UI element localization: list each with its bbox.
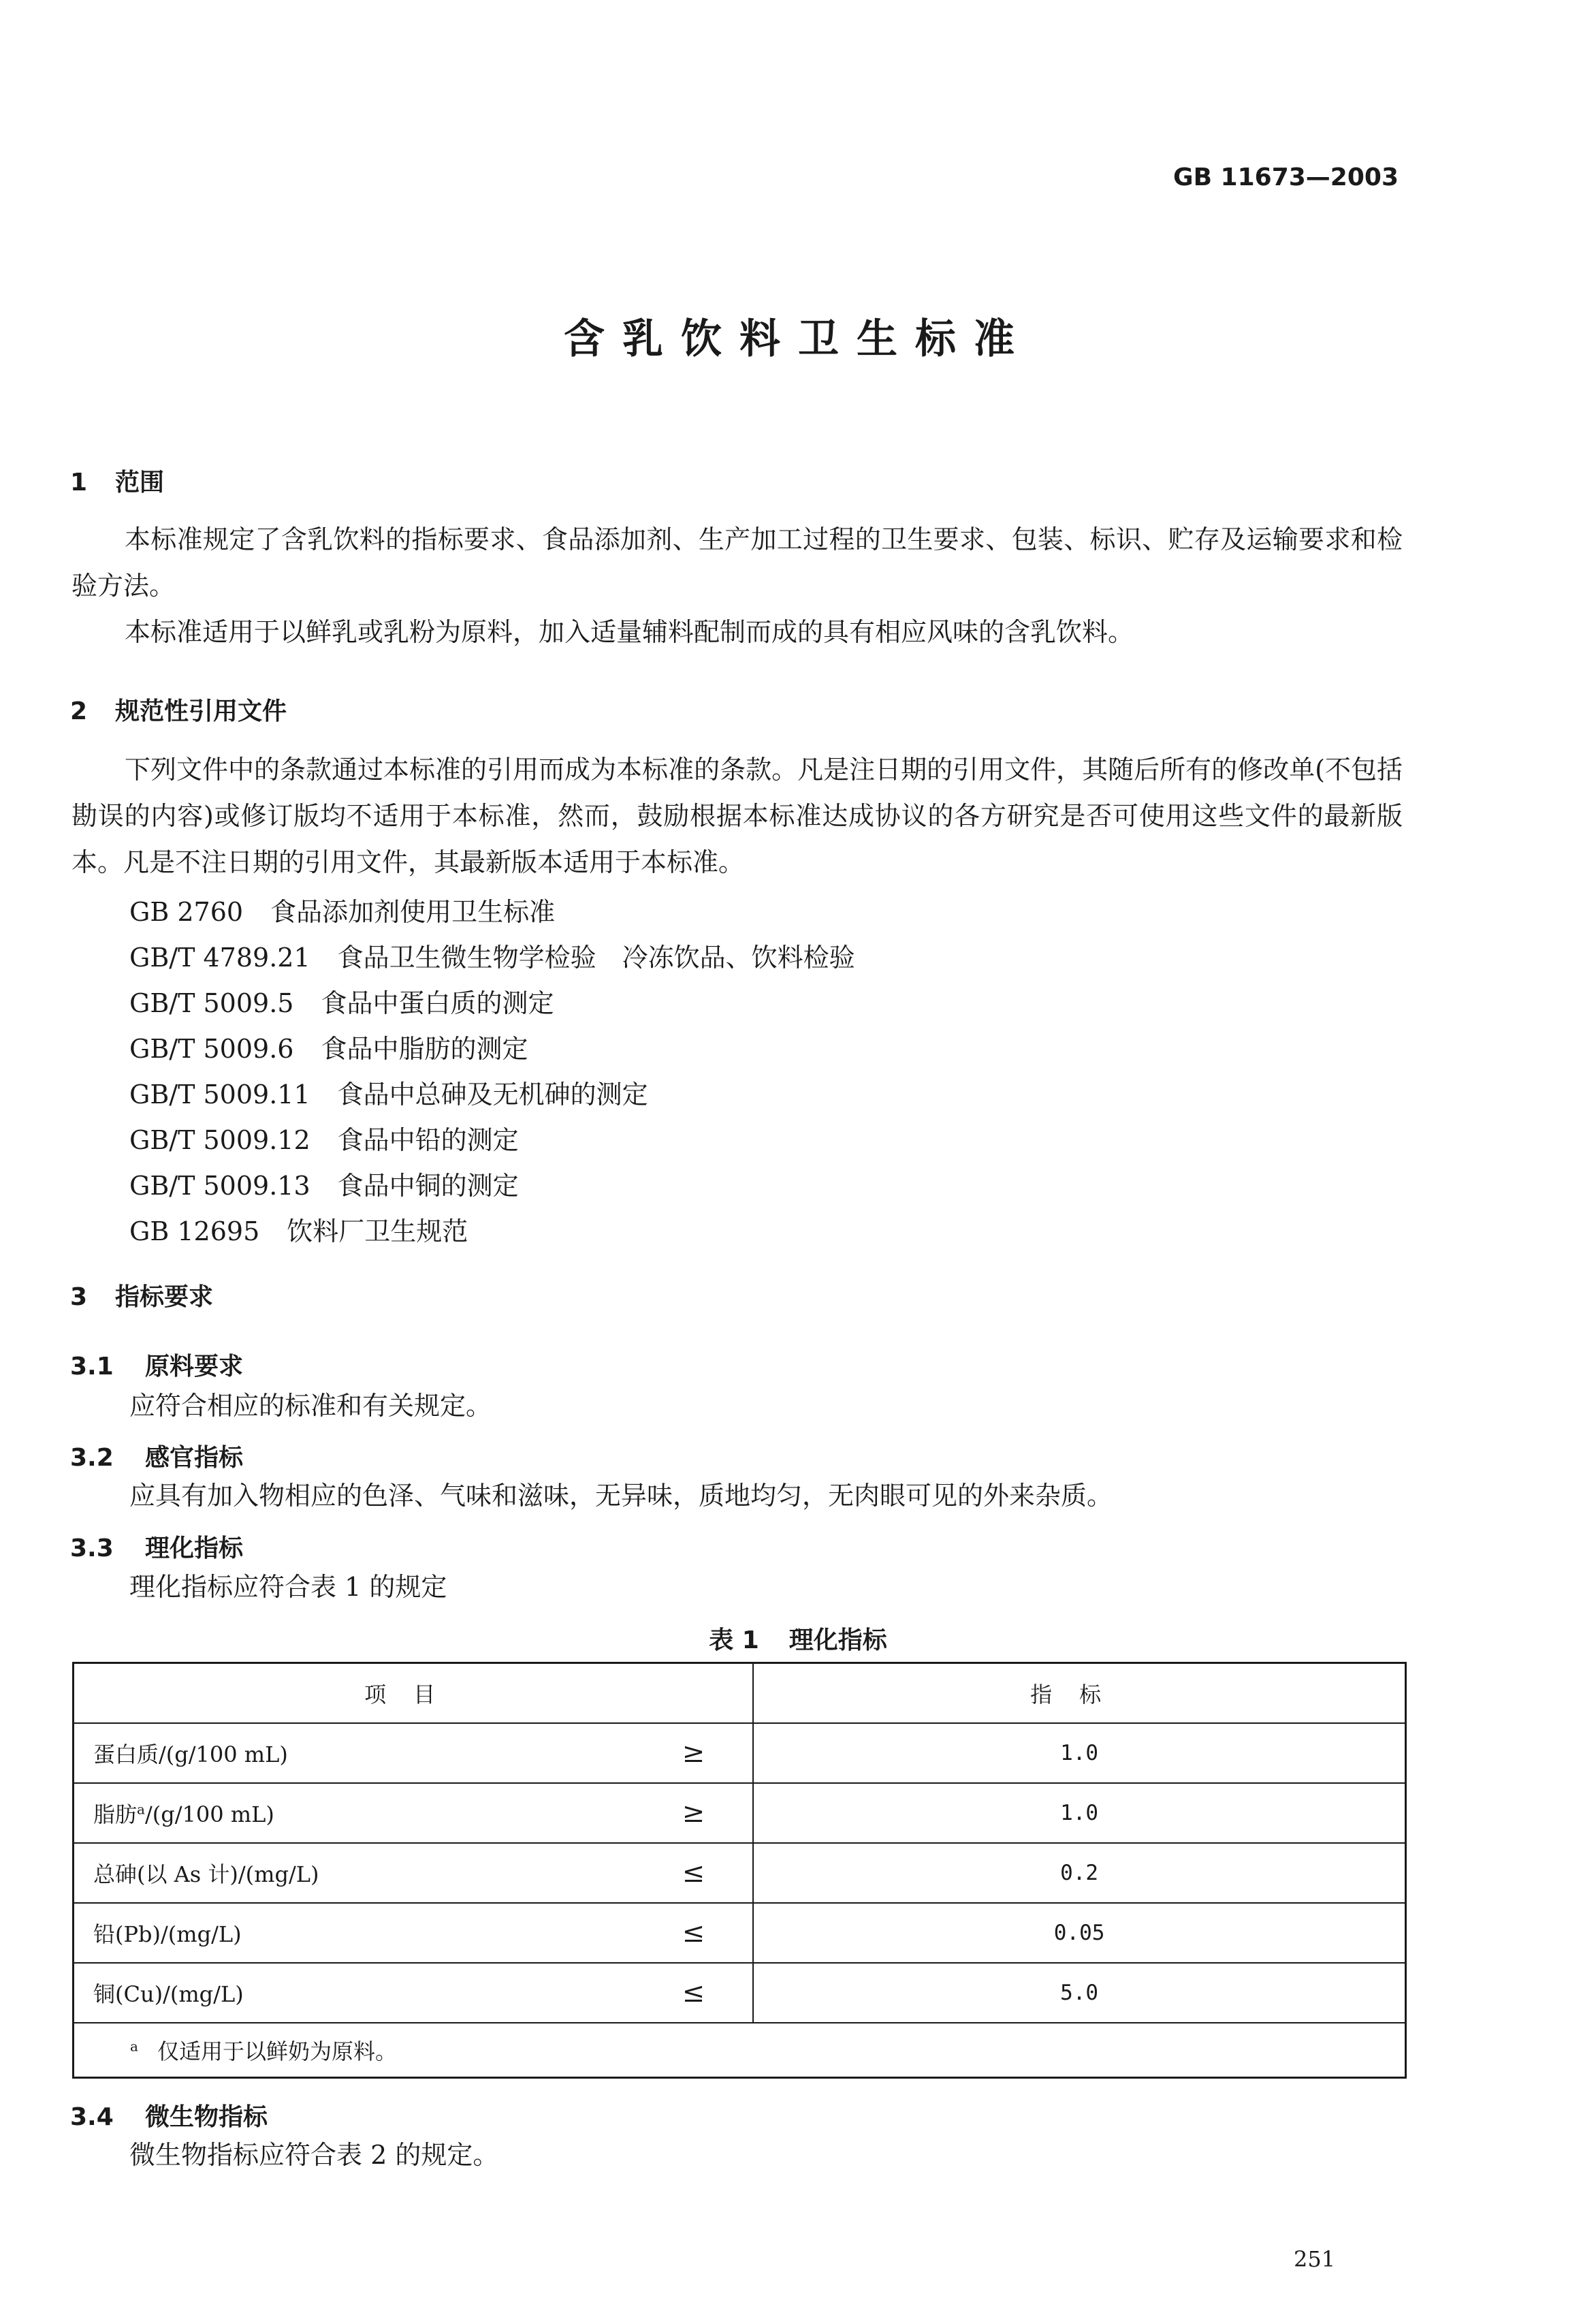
reference-item	[129, 1210, 468, 1248]
subsection-3-1-heading	[70, 1347, 243, 1382]
reference-code: GB/T 5009.12	[129, 1125, 310, 1155]
subsection-title: 微生物指标	[145, 2103, 268, 2131]
reference-code: GB/T 4789.21	[129, 943, 310, 973]
footnote-mark: a	[130, 2038, 138, 2055]
reference-item	[129, 1028, 528, 1065]
reference-item	[129, 1073, 648, 1111]
subsection-title: 原料要求	[145, 1353, 244, 1381]
item-name-unit: /(g/100 mL)	[144, 1801, 274, 1827]
section-title: 指标要求	[115, 1283, 214, 1311]
column-header-value: 指标	[753, 1663, 1405, 1724]
subsection-3-2-heading	[70, 1438, 243, 1473]
reference-title: 食品中蛋白质的测定	[321, 988, 554, 1018]
reference-item	[129, 1119, 519, 1156]
subsection-3-3-text: 理化指标应符合表 1 的规定	[129, 1572, 447, 1602]
footnote-reference: a	[137, 1801, 145, 1818]
subsection-title: 理化指标	[145, 1534, 244, 1562]
item-name: 总砷(以 As 计)/(mg/L)	[93, 1861, 319, 1887]
column-header-item: 项目	[74, 1663, 754, 1724]
subsection-number: 3.2	[70, 1444, 114, 1472]
subsection-title: 感官指标	[145, 1444, 244, 1472]
reference-item	[129, 982, 554, 1020]
page-number: 251	[1294, 2246, 1336, 2272]
reference-code: GB/T 5009.13	[129, 1171, 310, 1201]
section-2-heading	[70, 692, 287, 727]
reference-code: GB/T 5009.11	[129, 1080, 310, 1109]
reference-item	[129, 891, 555, 928]
table-row	[74, 1783, 1406, 1843]
comparison-sign: ≥	[682, 1737, 705, 1769]
item-value: 0.2	[753, 1843, 1405, 1903]
table-row	[74, 1723, 1406, 1783]
reference-code: GB 12695	[129, 1216, 260, 1246]
table-row	[74, 1903, 1406, 1963]
section-number: 1	[70, 469, 88, 497]
item-name: 铜(Cu)/(mg/L)	[93, 1981, 244, 2007]
reference-title: 食品中总砷及无机砷的测定	[337, 1080, 648, 1109]
item-name: 脂肪	[93, 1801, 138, 1827]
comparison-sign: ≤	[682, 1977, 705, 2008]
section-title: 范围	[115, 469, 165, 497]
reference-title: 食品中铅的测定	[337, 1125, 519, 1155]
table-row	[74, 1843, 1406, 1903]
table-footnote-row	[74, 2023, 1406, 2078]
reference-code: GB/T 5009.5	[129, 988, 294, 1018]
reference-item	[129, 936, 855, 974]
item-value: 0.05	[753, 1903, 1405, 1963]
section-number: 3	[70, 1283, 88, 1311]
footnote-text: 仅适用于以鲜奶为原料。	[157, 2038, 397, 2064]
section-1-heading	[70, 463, 164, 498]
comparison-sign: ≤	[682, 1857, 705, 1889]
subsection-number: 3.3	[70, 1534, 114, 1562]
comparison-sign: ≥	[682, 1797, 705, 1829]
subsection-3-4-text: 微生物指标应符合表 2 的规定。	[129, 2140, 499, 2170]
reference-item	[129, 1165, 519, 1202]
item-name: 铅(Pb)/(mg/L)	[93, 1921, 242, 1947]
subsection-3-3-heading	[70, 1529, 243, 1564]
table-row	[74, 1963, 1406, 2023]
table-header-row	[74, 1663, 1406, 1724]
item-name-group	[93, 1797, 274, 1829]
reference-title: 食品中铜的测定	[337, 1171, 519, 1201]
section-3-heading	[70, 1278, 213, 1312]
standard-number: GB 11673—2003	[1173, 163, 1399, 191]
reference-code: GB 2760	[129, 897, 244, 927]
section-title: 规范性引用文件	[115, 697, 287, 725]
subsection-3-4-heading	[70, 2098, 268, 2132]
item-value: 1.0	[753, 1783, 1405, 1843]
section-number: 2	[70, 697, 88, 725]
section-2-paragraph: 下列文件中的条款通过本标准的引用而成为本标准的条款。凡是注日期的引用文件，其随后所有的修改单(不包括勘误的内容)或修订版均不适用于本标准，然而，鼓励根据本标准达成协议的各方研究是否可使用这些文件的最新版本。凡是不注日期的引用文件，其最新版本适用于本标准。	[71, 755, 1403, 877]
subsection-number: 3.1	[70, 1353, 114, 1381]
subsection-3-1-text: 应符合相应的标准和有关规定。	[129, 1391, 492, 1421]
table-caption-title: 理化指标	[788, 1626, 887, 1654]
item-name: 蛋白质/(g/100 mL)	[93, 1742, 288, 1767]
reference-title: 饮料厂卫生规范	[287, 1216, 468, 1246]
reference-title: 食品中脂肪的测定	[321, 1034, 528, 1064]
section-1-paragraph-2: 本标准适用于以鲜乳或乳粉为原料，加入适量辅料配制而成的具有相应风味的含乳饮料。	[125, 617, 1134, 647]
item-value: 5.0	[753, 1963, 1405, 2023]
reference-code: GB/T 5009.6	[129, 1034, 294, 1064]
subsection-3-2-text: 应具有加入物相应的色泽、气味和滋味，无异味，质地均匀，无肉眼可见的外来杂质。	[129, 1481, 1113, 1511]
item-value: 1.0	[753, 1723, 1405, 1783]
table-1-caption	[0, 1621, 1596, 1656]
table-1	[72, 1662, 1407, 2079]
comparison-sign: ≤	[682, 1917, 705, 1949]
document-title: 含乳饮料卫生标准	[564, 315, 1032, 363]
table-number: 表 1	[709, 1626, 759, 1654]
reference-title: 食品添加剂使用卫生标准	[270, 897, 556, 927]
section-1-paragraph-1: 本标准规定了含乳饮料的指标要求、食品添加剂、生产加工过程的卫生要求、包装、标识、贮存及运输要求和检验方法。	[71, 524, 1403, 601]
reference-title: 食品卫生微生物学检验 冷冻饮品、饮料检验	[337, 943, 855, 973]
subsection-number: 3.4	[70, 2103, 114, 2131]
